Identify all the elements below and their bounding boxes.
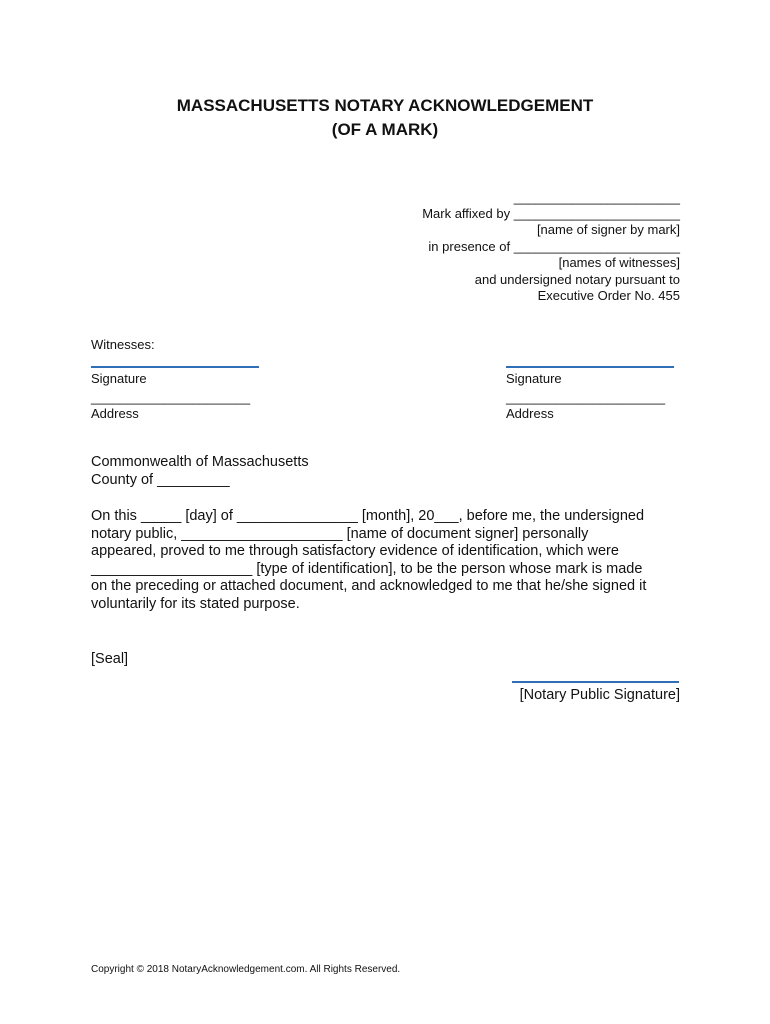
notary-signature-field[interactable] [512, 681, 679, 683]
acknowledgement-line: voluntarily for its stated purpose. [91, 595, 300, 612]
left-witness-address-label: Address [91, 406, 139, 421]
acknowledgement-line: On this _____ [day] of _______________ [month], 20___, before me, the undersigned [91, 508, 645, 524]
left-witness-signature-label: Signature [91, 371, 147, 386]
acknowledgement-paragraph [91, 508, 681, 614]
notary-signature-label: [Notary Public Signature] [519, 687, 680, 703]
signer-by-mark-label: [name of signer by mark] [536, 222, 680, 237]
document-title: MASSACHUSETTS NOTARY ACKNOWLEDGEMENT [176, 96, 594, 115]
right-witness-address-label: Address [506, 406, 554, 421]
venue-county[interactable]: County of _________ [91, 472, 230, 488]
right-witness-address-field[interactable]: ______________________ [506, 390, 666, 405]
left-witness-address-field[interactable]: ______________________ [91, 390, 251, 405]
notary-pursuant-line: and undersigned notary pursuant to [474, 272, 680, 287]
in-presence-of-line[interactable]: in presence of _______________________ [428, 239, 680, 254]
document-subtitle: (OF A MARK) [331, 120, 439, 139]
acknowledgement-line: on the preceding or attached document, and acknowledged to me that he/she signed it [91, 578, 647, 595]
mark-top-blank[interactable]: _______________________ [513, 190, 680, 205]
acknowledgement-line: ____________________ [type of identification], to be the person whose mark is made [91, 560, 643, 577]
seal-label: [Seal] [91, 651, 129, 667]
executive-order-line: Executive Order No. 455 [537, 288, 680, 303]
names-of-witnesses-label: [names of witnesses] [558, 255, 680, 270]
acknowledgement-line: appeared, proved to me through satisfactory evidence of identification, which were [91, 543, 619, 560]
right-witness-signature-label: Signature [506, 371, 562, 386]
mark-affixed-by-line[interactable]: Mark affixed by _______________________ [422, 206, 680, 221]
left-witness-signature-field[interactable] [91, 366, 259, 368]
right-witness-signature-field[interactable] [506, 366, 674, 368]
venue-state: Commonwealth of Massachusetts [91, 454, 309, 470]
witnesses-heading: Witnesses: [91, 337, 155, 352]
copyright-footer: Copyright © 2018 NotaryAcknowledgement.com. All Rights Reserved. [91, 964, 401, 975]
acknowledgement-line: notary public, ____________________ [name of document signer] personally [91, 525, 589, 542]
